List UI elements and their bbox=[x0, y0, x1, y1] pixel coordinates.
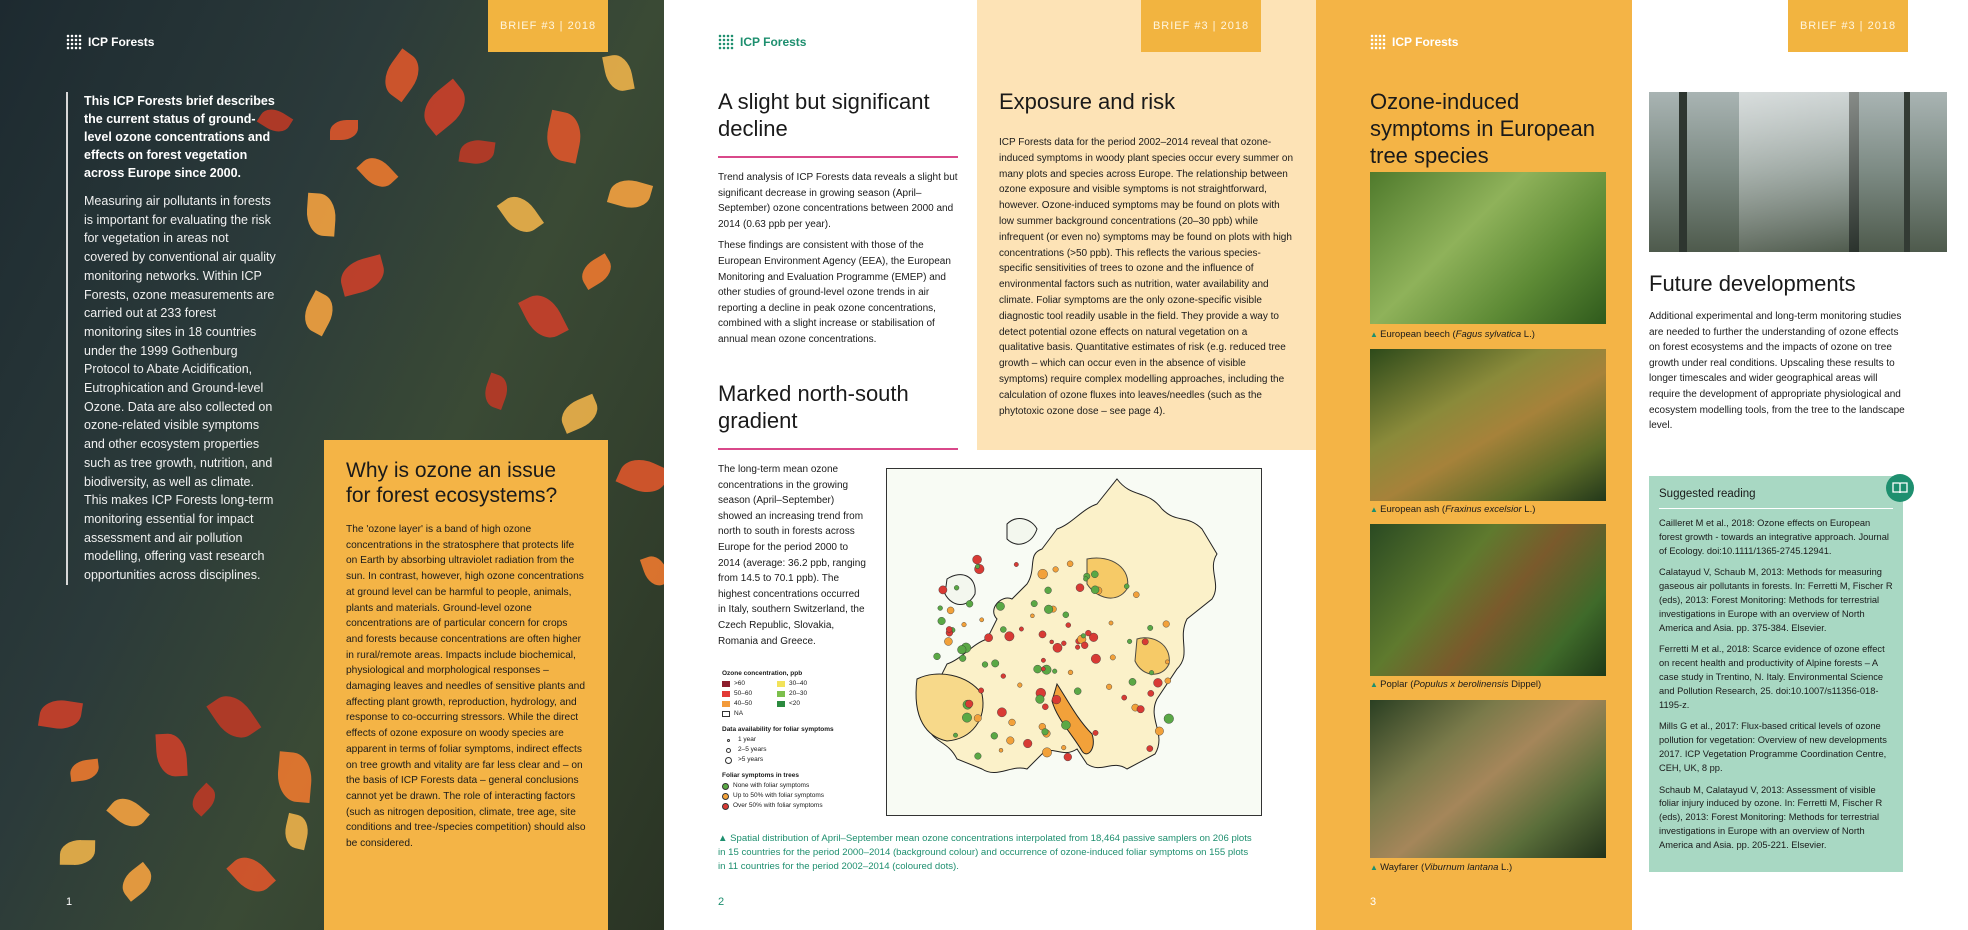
brief-tag: BRIEF #3 | 2018 bbox=[1141, 0, 1261, 52]
page-number: 2 bbox=[718, 896, 725, 908]
plot-dot bbox=[1061, 721, 1070, 730]
plot-dot bbox=[1050, 640, 1054, 644]
plot-dot bbox=[938, 606, 943, 611]
legend-availability-item bbox=[722, 745, 882, 755]
plot-dot bbox=[1091, 586, 1099, 594]
legend-na bbox=[722, 709, 882, 719]
page-number: 3 bbox=[1370, 896, 1377, 908]
plot-dot bbox=[965, 700, 973, 708]
plot-dot bbox=[1052, 695, 1061, 704]
caption-text: Dippel) bbox=[1508, 679, 1542, 690]
plot-dot bbox=[1042, 748, 1051, 757]
triangle-icon: ▲ bbox=[1370, 680, 1381, 689]
legend-label: Up to 50% with foliar symptoms bbox=[733, 792, 825, 799]
leaf bbox=[556, 393, 603, 433]
leaf bbox=[497, 189, 544, 239]
plot-dot bbox=[1137, 706, 1144, 713]
logo-dots-icon bbox=[66, 34, 82, 50]
leaf bbox=[298, 290, 339, 336]
plot-dot bbox=[953, 733, 957, 737]
color-swatch bbox=[722, 681, 730, 687]
legend-availability-item bbox=[722, 755, 882, 765]
plot-dot bbox=[1165, 678, 1171, 684]
plot-dot bbox=[1019, 627, 1023, 631]
caption-text: L.) bbox=[1521, 329, 1535, 340]
legend-symptoms-title: Foliar symptoms in trees bbox=[722, 772, 799, 779]
plot-dot bbox=[1000, 627, 1006, 633]
legend-label: 50–60 bbox=[734, 690, 753, 697]
plot-dot bbox=[1030, 614, 1034, 618]
plot-dot bbox=[1052, 669, 1057, 674]
leaf bbox=[576, 253, 616, 290]
reference-item: Cailleret M et al., 2018: Ozone effects on European forest growth - towards an integrative approach. Journal of Ecology. doi:10.1111/1365-2745.12941. bbox=[1659, 518, 1889, 556]
reading-title: Suggested reading bbox=[1659, 488, 1893, 509]
logo bbox=[66, 34, 154, 50]
plot-dot bbox=[1061, 745, 1066, 750]
leaf bbox=[207, 688, 262, 747]
legend-label: Over 50% with foliar symptoms bbox=[733, 802, 823, 809]
plot-dot bbox=[944, 638, 952, 646]
plot-dot bbox=[1106, 684, 1112, 690]
plot-dot bbox=[946, 626, 952, 632]
plot-dot bbox=[1041, 667, 1045, 671]
plot-dot bbox=[1061, 641, 1066, 646]
triangle-icon: ▲ bbox=[1370, 505, 1381, 514]
gradient-title: Marked north-south gradient bbox=[718, 381, 909, 433]
plot-dot bbox=[1064, 753, 1072, 761]
plot-dot bbox=[1036, 695, 1045, 704]
plot-dot bbox=[1005, 632, 1014, 641]
caption-species: Fagus sylvatica bbox=[1455, 329, 1522, 340]
tree-trunk bbox=[1679, 92, 1687, 252]
plot-dot bbox=[1165, 660, 1169, 664]
legend-ozone-title: Ozone concentration, ppb bbox=[722, 670, 803, 677]
plot-dot bbox=[934, 653, 941, 660]
plot-dot bbox=[966, 600, 973, 607]
plot-dot bbox=[1074, 688, 1081, 695]
leaf bbox=[480, 372, 512, 410]
decline-paragraph-1: Trend analysis of ICP Forests data reveals a slight but significant decrease in growing season (April–September) ozone concentrations between 2000 and 2014 (0.63 ppb per year). bbox=[718, 172, 958, 230]
reference-list bbox=[1659, 517, 1893, 853]
legend-label: <20 bbox=[789, 700, 801, 707]
ozone-issue-body: The 'ozone layer' is a band of high ozone concentrations in the stratosphere that protects life on Earth by absorbing ultraviolet radiation from the sun. In contrast, however, high ozone concentrations at ground level can be harmful to people, animals, plants and materials. Ground-level ozone concentrations are of particular concern for crops and forests because concentrations are often higher in rural/remote areas. Impacts include biochemical, physiological and morphological responses – damaging leaves and needles of sensitive plants and affecting plant growth, reproduction, hydrology, and response to co-occurring stressors. While the direct effects of ozone exposure on woody species are apparent in terms of foliar symptoms, indirect effects on tree growth and vitality are far less clear and – on the basis of ICP Forests data – general conclusions cannot yet be drawn. The role of interacting factors (such as nitrogen deposition, climate, tree age, site conditions and tree-/species competition) should also be considered. bbox=[346, 524, 586, 850]
plot-dot bbox=[1083, 577, 1088, 582]
logo-dots-icon bbox=[718, 34, 734, 50]
leaf bbox=[543, 110, 586, 164]
brief-tag: BRIEF #3 | 2018 bbox=[488, 0, 608, 52]
legend-label: >5 years bbox=[738, 756, 764, 763]
plot-dot bbox=[1053, 567, 1059, 573]
page-3 bbox=[1316, 0, 1968, 930]
intro-body: Measuring air pollutants in forests is important for evaluating the risk for vegetation in areas not covered by conventional air quality monitoring networks. Within ICP Forests, ozone measurements are carried out at 233 forest monitoring sites in 18 countries under the 1999 Gothenburg Protocol to Abate Acidification, Eutrophication and Ground-level Ozone. Data are also collected on ozone-related visible symptoms and other ecosystem properties such as tree growth, nutrition, and biodiversity, as well as climate. This makes ICP Forests long-term monitoring essential for impact assessment and air pollution modelling, offering vast research opportunities across disciplines. bbox=[84, 194, 276, 583]
caption-text: European ash ( bbox=[1380, 504, 1446, 515]
leaf bbox=[607, 175, 653, 213]
plot-dot bbox=[997, 708, 1006, 717]
plot-dot bbox=[974, 715, 981, 722]
caption-species: Populus x berolinensis bbox=[1413, 679, 1509, 690]
plot-dot bbox=[1148, 690, 1154, 696]
plot-dot bbox=[1093, 730, 1098, 735]
circle-icon bbox=[727, 739, 730, 742]
legend-label: 2–5 years bbox=[738, 746, 767, 753]
triangle-icon: ▲ bbox=[1370, 330, 1381, 339]
logo bbox=[718, 34, 806, 50]
leaf bbox=[330, 120, 358, 140]
legend-label: >60 bbox=[734, 680, 746, 687]
legend-na-label: NA bbox=[734, 710, 744, 717]
map-caption: ▲ Spatial distribution of April–September mean ozone concentrations interpolated from 18,464 passive samplers on 206 plots in 15 countries for the period 2000–2014 (background colour) and occurrence of ozone-induced foliar symptoms on 155 plots in 11 countries for the period 2002–2014 (coloured dots). bbox=[718, 833, 1252, 872]
leaf bbox=[459, 138, 496, 166]
legend-symptom-item bbox=[722, 791, 882, 801]
plot-dot bbox=[1109, 621, 1113, 625]
book-icon-svg bbox=[1892, 482, 1908, 494]
reference-item: Schaub M, Calatayud V, 2013: Assessment of visible foliar injury induced by ozone. In: Ferretti M, Fischer R (eds), 2013: Forest Monitoring: Methods for terrestrial investigations in Europe with an overview of North America and Asia. pp. 205-221. Elsevier. bbox=[1659, 784, 1883, 850]
photo-european-beech bbox=[1370, 172, 1606, 324]
triangle-icon: ▲ bbox=[1370, 863, 1381, 872]
legend-ozone-class bbox=[722, 689, 777, 699]
plot-dot bbox=[999, 748, 1003, 752]
plot-dot bbox=[1042, 704, 1048, 710]
plot-dot bbox=[1066, 623, 1071, 628]
leaf bbox=[155, 733, 187, 778]
plot-dot bbox=[1142, 639, 1148, 645]
plot-dot bbox=[1018, 683, 1023, 688]
book-icon bbox=[1886, 474, 1914, 502]
plot-dot bbox=[1045, 587, 1052, 594]
color-swatch bbox=[777, 681, 785, 687]
exposure-section bbox=[977, 0, 1316, 450]
page-1 bbox=[0, 0, 664, 930]
future-body: Additional experimental and long-term monitoring studies are needed to further the understanding of ozone effects on forest ecosystems and the impacts of ozone on tree growth under real conditions. Upscaling these results to longer timescales and wider geographical areas will require the development of appropriate physiological and ecosystem modelling tools, from the tree to the landscape level. bbox=[1649, 311, 1905, 432]
map-svg bbox=[887, 469, 1262, 816]
plot-dot bbox=[1155, 727, 1163, 735]
leaf bbox=[69, 758, 100, 782]
leaf bbox=[106, 791, 150, 833]
plot-dot bbox=[962, 713, 971, 722]
circle-icon bbox=[722, 793, 729, 800]
logo-text: ICP Forests bbox=[1392, 35, 1459, 49]
leaf bbox=[305, 193, 337, 237]
plot-dot bbox=[1091, 654, 1100, 663]
photo-caption bbox=[1370, 329, 1535, 340]
legend-ozone-class bbox=[722, 699, 777, 709]
leaf bbox=[116, 862, 157, 902]
plot-dot bbox=[1014, 562, 1018, 566]
leaf bbox=[38, 697, 83, 732]
plot-dot bbox=[1091, 571, 1098, 578]
legend-availability-title: Data availability for foliar symptoms bbox=[722, 726, 834, 733]
decline-title: A slight but significant decline bbox=[718, 89, 930, 141]
plot-dot bbox=[1039, 631, 1046, 638]
circle-icon bbox=[722, 803, 729, 810]
brief-tag: BRIEF #3 | 2018 bbox=[1788, 0, 1908, 52]
leaf bbox=[615, 452, 664, 500]
color-swatch bbox=[777, 691, 785, 697]
intro-lead: This ICP Forests brief describes the current status of ground-level ozone concentrations and effects on forest vegetation across Europe since 2000. bbox=[84, 94, 275, 180]
reference-item: Calatayud V, Schaub M, 2013: Methods for measuring gaseous air pollutants in forests. In: Ferretti M, Fischer R (eds), 2013: Forest Monitoring: Methods for terrestrial investigations in Europe with an overview of North America and Asia. pp. 375-384. Elsevier. bbox=[1659, 567, 1893, 633]
plot-dot bbox=[1133, 592, 1139, 598]
leaf bbox=[518, 288, 569, 345]
plot-dot bbox=[1063, 612, 1069, 618]
plot-dot bbox=[958, 645, 967, 654]
leaf bbox=[275, 751, 313, 803]
legend-label: 30–40 bbox=[789, 680, 808, 687]
plot-dot bbox=[938, 617, 946, 625]
plot-dot bbox=[991, 732, 998, 739]
plot-dot bbox=[962, 622, 967, 627]
plot-dot bbox=[1075, 645, 1080, 650]
leaf bbox=[60, 840, 95, 865]
tree-trunk bbox=[1904, 92, 1910, 252]
legend-ozone-class bbox=[722, 679, 777, 689]
logo bbox=[1370, 34, 1458, 50]
plot-dot bbox=[980, 618, 984, 622]
logo-text: ICP Forests bbox=[740, 35, 807, 49]
leaf bbox=[415, 78, 475, 135]
plot-dot bbox=[1154, 678, 1163, 687]
plot-dot bbox=[1034, 665, 1042, 673]
exposure-body: ICP Forests data for the period 2002–2014 reveal that ozone-induced symptoms in woody plant species occur every summer on many plots and species across Europe. The relationship between ozone exposure and visible symptoms is not straightforward, however. Ozone-induced symptoms may be found on plots with low summer background concentrations (20–30 ppb) while infrequent (or even no) symptoms may be found on plots with high concentrations (>50 ppb). This reflects the various species-specific sensitivities of trees to ozone and the influence of environmental factors such as nutrition, water availability and climate. Foliar symptoms are the only ozone-specific visible diagnostic tool readily usable in the field. They provide a way to detect potential ozone effects on natural vegetation on a qualitative basis. Quantitative estimates of risk (e.g. reduced tree growth – which can occur even in the absence of visible symptoms) require complex modelling approaches, including the calculation of ozone fluxes into leaves/needles (such as the phytotoxic ozone dose – see page 4). bbox=[999, 137, 1294, 417]
plot-dot bbox=[1044, 605, 1053, 614]
legend-ozone-class bbox=[777, 699, 832, 709]
legend-symptom-item bbox=[722, 801, 882, 811]
plot-dot bbox=[1007, 737, 1015, 745]
plot-dot bbox=[992, 660, 999, 667]
leaf bbox=[357, 151, 399, 193]
caption-text: L.) bbox=[1521, 504, 1536, 515]
future-title: Future developments bbox=[1649, 271, 1856, 296]
na-swatch bbox=[722, 711, 730, 717]
plot-dot bbox=[1164, 714, 1174, 724]
plot-dot bbox=[1053, 643, 1062, 652]
leaf bbox=[226, 849, 276, 900]
plot-dot bbox=[996, 602, 1004, 610]
circle-icon bbox=[722, 783, 729, 790]
legend-label: 1 year bbox=[738, 736, 757, 743]
suggested-reading-box bbox=[1649, 476, 1903, 872]
legend-ozone-class bbox=[777, 689, 832, 699]
leaf bbox=[337, 255, 389, 297]
plot-dot bbox=[939, 586, 947, 594]
circle-icon bbox=[726, 748, 731, 753]
leaf bbox=[602, 52, 634, 93]
caption-text: L.) bbox=[1498, 862, 1513, 873]
plot-dot bbox=[1147, 746, 1153, 752]
caption-species: Viburnum lantana bbox=[1424, 862, 1499, 873]
plot-dot bbox=[1124, 584, 1129, 589]
page-number: 1 bbox=[66, 896, 73, 908]
caption-species: Fraxinus excelsior bbox=[1445, 504, 1522, 515]
color-swatch bbox=[722, 701, 730, 707]
plot-dot bbox=[1076, 584, 1084, 592]
europe-ozone-map bbox=[886, 468, 1262, 816]
plot-dot bbox=[1129, 678, 1136, 685]
caption-text: European beech ( bbox=[1380, 329, 1456, 340]
photo-wayfarer bbox=[1370, 700, 1606, 858]
legend-symptoms bbox=[722, 781, 882, 811]
plot-dot bbox=[975, 564, 979, 568]
plot-dot bbox=[1110, 655, 1115, 660]
leaf bbox=[377, 49, 428, 103]
legend-symptom-item bbox=[722, 781, 882, 791]
legend-ozone-class bbox=[777, 679, 832, 689]
plot-dot bbox=[1085, 630, 1091, 636]
logo-dots-icon bbox=[1370, 34, 1386, 50]
decline-section bbox=[718, 88, 958, 354]
plot-dot bbox=[1067, 561, 1073, 567]
plot-dot bbox=[947, 607, 954, 614]
plot-dot bbox=[959, 655, 966, 662]
plot-dot bbox=[975, 753, 982, 760]
plot-dot bbox=[1081, 642, 1088, 649]
plot-dot bbox=[954, 585, 959, 590]
caption-text: Wayfarer ( bbox=[1380, 862, 1425, 873]
plot-dot bbox=[1149, 670, 1154, 675]
legend-label: None with foliar symptoms bbox=[733, 782, 810, 789]
photo-caption bbox=[1370, 504, 1535, 515]
plot-dot bbox=[1163, 621, 1170, 628]
color-swatch bbox=[722, 691, 730, 697]
caption-text: Poplar ( bbox=[1380, 679, 1414, 690]
plot-dot bbox=[1001, 674, 1006, 679]
plot-dot bbox=[982, 662, 988, 668]
plot-dot bbox=[1127, 639, 1132, 644]
plot-dot bbox=[1122, 695, 1127, 700]
symptoms-title: Ozone-induced symptoms in European tree species bbox=[1370, 89, 1595, 168]
symptoms-section bbox=[1316, 0, 1632, 930]
color-swatch bbox=[777, 701, 785, 707]
plot-dot bbox=[1009, 719, 1016, 726]
plot-dot bbox=[1023, 739, 1032, 748]
leaf bbox=[640, 553, 664, 589]
plot-dot bbox=[985, 634, 993, 642]
reference-item: Ferretti M et al., 2018: Scarce evidence of ozone effect on recent health and productivity of Alpine forests – A case study in Trentino, N. Italy. Environmental Science and Pollution Research, 25. doi:10.1007/s11356-018-1195-z. bbox=[1659, 644, 1885, 710]
plot-dot bbox=[1031, 600, 1037, 606]
plot-dot bbox=[973, 555, 982, 564]
forest-photo bbox=[1649, 92, 1947, 252]
plot-dot bbox=[1041, 658, 1045, 662]
gradient-body: The long-term mean ozone concentrations in the growing season (April–September) showed an increasing trend from north to south in forests across Europe for the period 2000 to 2014 (average: 36.2 ppb, ranging from 14.5 to 70.1 ppb). The highest concentrations occurred in Italy, southern Switzerland, the Czech Republic, Slovakia, Romania and Greece. bbox=[718, 464, 866, 647]
circle-icon bbox=[725, 757, 732, 764]
future-section bbox=[1649, 270, 1909, 434]
leaf bbox=[187, 783, 221, 817]
legend-label: 20–30 bbox=[789, 690, 808, 697]
page-2 bbox=[664, 0, 1316, 930]
ozone-issue-title: Why is ozone an issue for forest ecosystems? bbox=[346, 459, 558, 507]
photo-caption bbox=[1370, 862, 1512, 873]
legend-availability-item bbox=[722, 735, 882, 745]
legend-ozone-classes bbox=[722, 679, 832, 709]
legend-label: 40–50 bbox=[734, 700, 753, 707]
legend-availability bbox=[722, 735, 882, 765]
logo-text: ICP Forests bbox=[88, 35, 155, 49]
plot-dot bbox=[978, 688, 983, 693]
divider bbox=[718, 448, 958, 450]
decline-paragraph-2: These findings are consistent with those of the European Environment Agency (EEA), the European Monitoring and Evaluation Programme (EMEP) and other studies of ground-level ozone trends in air reporting a decline in peak ozone concentrations, combined with a slight increase or stabilisation of annual mean ozone concentrations. bbox=[718, 240, 951, 345]
plot-dot bbox=[1081, 634, 1086, 639]
ozone-issue-box bbox=[324, 440, 608, 930]
intro-column bbox=[66, 92, 276, 585]
map-legend bbox=[722, 663, 882, 811]
plot-dot bbox=[1038, 569, 1048, 579]
plot-dot bbox=[1042, 729, 1049, 736]
divider bbox=[718, 156, 958, 158]
photo-caption bbox=[1370, 679, 1541, 690]
reference-item: Mills G et al., 2017: Flux-based critical levels of ozone pollution for vegetation: Overview of new developments 2017. ICP Vegetation Programme Coordination Centre, CEH, UK, 8 pp. bbox=[1659, 721, 1887, 773]
plot-dot bbox=[1068, 670, 1073, 675]
light-rays bbox=[1739, 92, 1859, 252]
plot-dot bbox=[1148, 625, 1153, 630]
exposure-title: Exposure and risk bbox=[999, 89, 1176, 114]
photo-european-ash bbox=[1370, 349, 1606, 501]
photo-poplar bbox=[1370, 524, 1606, 676]
leaf bbox=[282, 813, 312, 850]
